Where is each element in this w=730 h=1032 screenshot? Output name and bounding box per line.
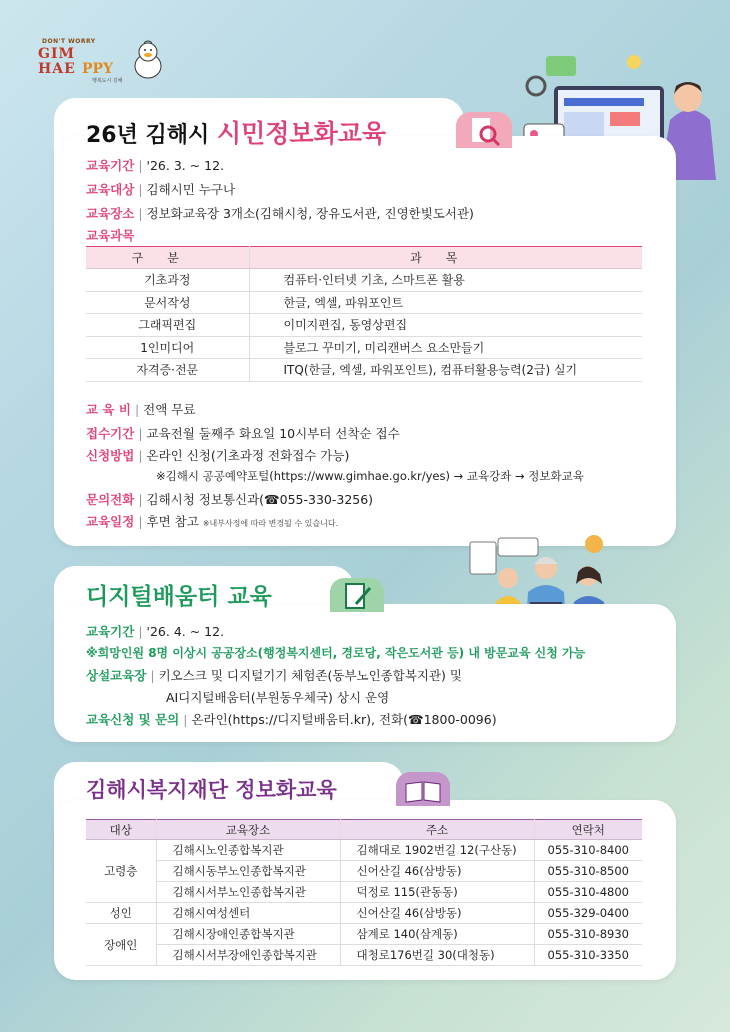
course-subject: 블로그 꾸미기, 미리캔버스 요소만들기 bbox=[249, 336, 642, 359]
logo-gim: GIM bbox=[38, 46, 76, 62]
course-subject: 컴퓨터·인터넷 기초, 스마트폰 활용 bbox=[249, 269, 642, 292]
address-cell: 삼계로 140(삼계동) bbox=[340, 924, 534, 945]
contact-cell: 055-310-8930 bbox=[534, 924, 642, 945]
course-category: 그래픽편집 bbox=[86, 314, 249, 337]
group-label: 성인 bbox=[86, 903, 156, 924]
table-row bbox=[86, 924, 642, 945]
course-category: 자격증·전문 bbox=[86, 359, 249, 382]
period-row: 교육기간 | '26. 3. ~ 12. bbox=[86, 158, 225, 173]
address-cell: 신어산길 46(삼방동) bbox=[340, 861, 534, 882]
address-cell: 덕정로 115(관동동) bbox=[340, 882, 534, 903]
reception-value: 교육전월 둘째주 화요일 10시부터 선착순 접수 bbox=[146, 426, 400, 441]
period-value: '26. 3. ~ 12. bbox=[146, 158, 225, 173]
header-target: 대상 bbox=[86, 820, 156, 840]
target-row: 교육대상 | 김해시민 누구나 bbox=[86, 182, 236, 197]
section1-title-accent: 시민정보화교육 bbox=[216, 119, 387, 148]
contact-cell: 055-310-8400 bbox=[534, 840, 642, 861]
search-document-icon bbox=[456, 112, 512, 148]
table-row bbox=[86, 336, 642, 359]
duck-mascot-icon bbox=[130, 40, 166, 80]
schedule-note: ※내부사정에 따라 변경될 수 있습니다. bbox=[202, 519, 339, 528]
course-category: 문서작성 bbox=[86, 291, 249, 314]
header-address: 주소 bbox=[340, 820, 534, 840]
logo-hae: HAE bbox=[38, 61, 76, 77]
table-row bbox=[86, 903, 642, 924]
section3-title: 김해시복지재단 정보화교육 bbox=[86, 778, 337, 802]
s2-apply-row: 교육신청 및 문의 | 온라인(https://디지털배움터.kr), 전화(☎1800-0096) bbox=[86, 712, 497, 727]
group-label: 장애인 bbox=[86, 924, 156, 966]
address-cell: 대청로176번길 30(대청동) bbox=[340, 945, 534, 966]
phone-row: 문의전화 | 김해시청 정보통신과(☎055-330-3256) bbox=[86, 492, 374, 507]
course-subject: 이미지편집, 동영상편집 bbox=[249, 314, 642, 337]
contact-cell: 055-310-3350 bbox=[534, 945, 642, 966]
s2-apply-label: 교육신청 및 문의 bbox=[86, 712, 180, 727]
course-subject: 한글, 엑셀, 파워포인트 bbox=[249, 291, 642, 314]
fee-value: 전액 무료 bbox=[143, 402, 196, 417]
method-label: 신청방법 bbox=[86, 448, 135, 463]
header-contact: 연락처 bbox=[534, 820, 642, 840]
fee-label: 교 육 비 bbox=[86, 402, 131, 417]
table-row bbox=[86, 269, 642, 292]
logo-small-text: DON'T WORRY bbox=[42, 38, 96, 45]
course-table bbox=[86, 246, 642, 382]
s2-period-label: 교육기간 bbox=[86, 624, 135, 639]
place-cell: 김해시서부노인종합복지관 bbox=[156, 882, 340, 903]
target-label: 교육대상 bbox=[86, 182, 135, 197]
logo-subtitle: 행복도시 김해 bbox=[92, 78, 123, 84]
place-cell: 김해시장애인종합복지관 bbox=[156, 924, 340, 945]
table-header-subject: 과목 bbox=[249, 247, 642, 269]
place-label: 교육장소 bbox=[86, 206, 135, 221]
table-row bbox=[86, 861, 642, 882]
contact-cell: 055-310-4800 bbox=[534, 882, 642, 903]
s2-period-value: '26. 4. ~ 12. bbox=[146, 624, 225, 639]
address-cell: 신어산길 46(삼방동) bbox=[340, 903, 534, 924]
fee-row: 교 육 비 | 전액 무료 bbox=[86, 402, 196, 417]
table-row bbox=[86, 882, 642, 903]
clipboard-pencil-icon bbox=[330, 578, 384, 612]
s2-period-row: 교육기간 | '26. 4. ~ 12. bbox=[86, 624, 225, 639]
table-header-category: 구분 bbox=[86, 247, 249, 269]
table-row bbox=[86, 359, 642, 382]
course-label: 교육과목 bbox=[86, 228, 135, 243]
course-subject: ITQ(한글, 엑셀, 파워포인트), 컴퓨터활용능력(2급) 실기 bbox=[249, 359, 642, 382]
table-row bbox=[86, 840, 642, 861]
address-cell: 김해대로 1902번길 12(구산동) bbox=[340, 840, 534, 861]
s2-permanent-row: 상설교육장 | 키오스크 및 디지털기기 체험존(동부노인종합복지관) 및 bbox=[86, 668, 462, 683]
place-cell: 김해시서부장애인종합복지관 bbox=[156, 945, 340, 966]
place-cell: 김해시여성센터 bbox=[156, 903, 340, 924]
course-category: 1인미디어 bbox=[86, 336, 249, 359]
welfare-table bbox=[86, 819, 642, 966]
section1-title bbox=[86, 114, 386, 150]
place-row: 교육장소 | 정보화교육장 3개소(김해시청, 장유도서관, 진영한빛도서관) bbox=[86, 206, 474, 221]
s2-visit-notice: ※희망인원 8명 이상시 공공장소(행정복지센터, 경로당, 작은도서관 등) 내 방문교육 신청 가능 bbox=[86, 646, 586, 660]
schedule-row: 교육일정 | 후면 참고 ※내부사정에 따라 변경될 수 있습니다. bbox=[86, 514, 339, 529]
method-row: 신청방법 | 온라인 신청(기초과정 전화접수 가능) bbox=[86, 448, 350, 463]
s2-permanent-label: 상설교육장 bbox=[86, 668, 147, 683]
phone-value: 김해시청 정보통신과(☎055-330-3256) bbox=[146, 492, 374, 507]
table-row bbox=[86, 291, 642, 314]
logo-ppy: PPY bbox=[82, 61, 114, 77]
s2-permanent-value-1: 키오스크 및 디지털기기 체험존(동부노인종합복지관) 및 bbox=[158, 668, 462, 683]
group-label: 고령층 bbox=[86, 840, 156, 903]
schedule-label: 교육일정 bbox=[86, 514, 135, 529]
reception-label: 접수기간 bbox=[86, 426, 135, 441]
course-category: 기초과정 bbox=[86, 269, 249, 292]
s2-permanent-value-2: AI디지털배움터(부원동우체국) 상시 운영 bbox=[166, 690, 390, 705]
section2-title: 디지털배움터 교육 bbox=[86, 584, 272, 610]
schedule-value: 후면 참고 bbox=[146, 514, 199, 529]
contact-cell: 055-329-0400 bbox=[534, 903, 642, 924]
method-value: 온라인 신청(기초과정 전화접수 가능) bbox=[146, 448, 350, 463]
place-cell: 김해시노인종합복지관 bbox=[156, 840, 340, 861]
open-book-icon bbox=[396, 772, 450, 806]
contact-cell: 055-310-8500 bbox=[534, 861, 642, 882]
place-cell: 김해시동부노인종합복지관 bbox=[156, 861, 340, 882]
method-note: ※김해시 공공예약포털(https://www.gimhae.go.kr/yes) → 교육강좌 → 정보화교육 bbox=[156, 469, 584, 483]
table-row bbox=[86, 314, 642, 337]
target-value: 김해시민 누구나 bbox=[146, 182, 236, 197]
section1-title-black: 26년 김해시 bbox=[86, 123, 210, 148]
s2-apply-value: 온라인(https://디지털배움터.kr), 전화(☎1800-0096) bbox=[191, 712, 497, 727]
place-value: 정보화교육장 3개소(김해시청, 장유도서관, 진영한빛도서관) bbox=[146, 206, 474, 221]
reception-row: 접수기간 | 교육전월 둘째주 화요일 10시부터 선착순 접수 bbox=[86, 426, 400, 441]
period-label: 교육기간 bbox=[86, 158, 135, 173]
course-row bbox=[86, 226, 134, 244]
phone-label: 문의전화 bbox=[86, 492, 135, 507]
gimhaeppy-logo bbox=[38, 38, 168, 82]
header-place: 교육장소 bbox=[156, 820, 340, 840]
table-row bbox=[86, 945, 642, 966]
